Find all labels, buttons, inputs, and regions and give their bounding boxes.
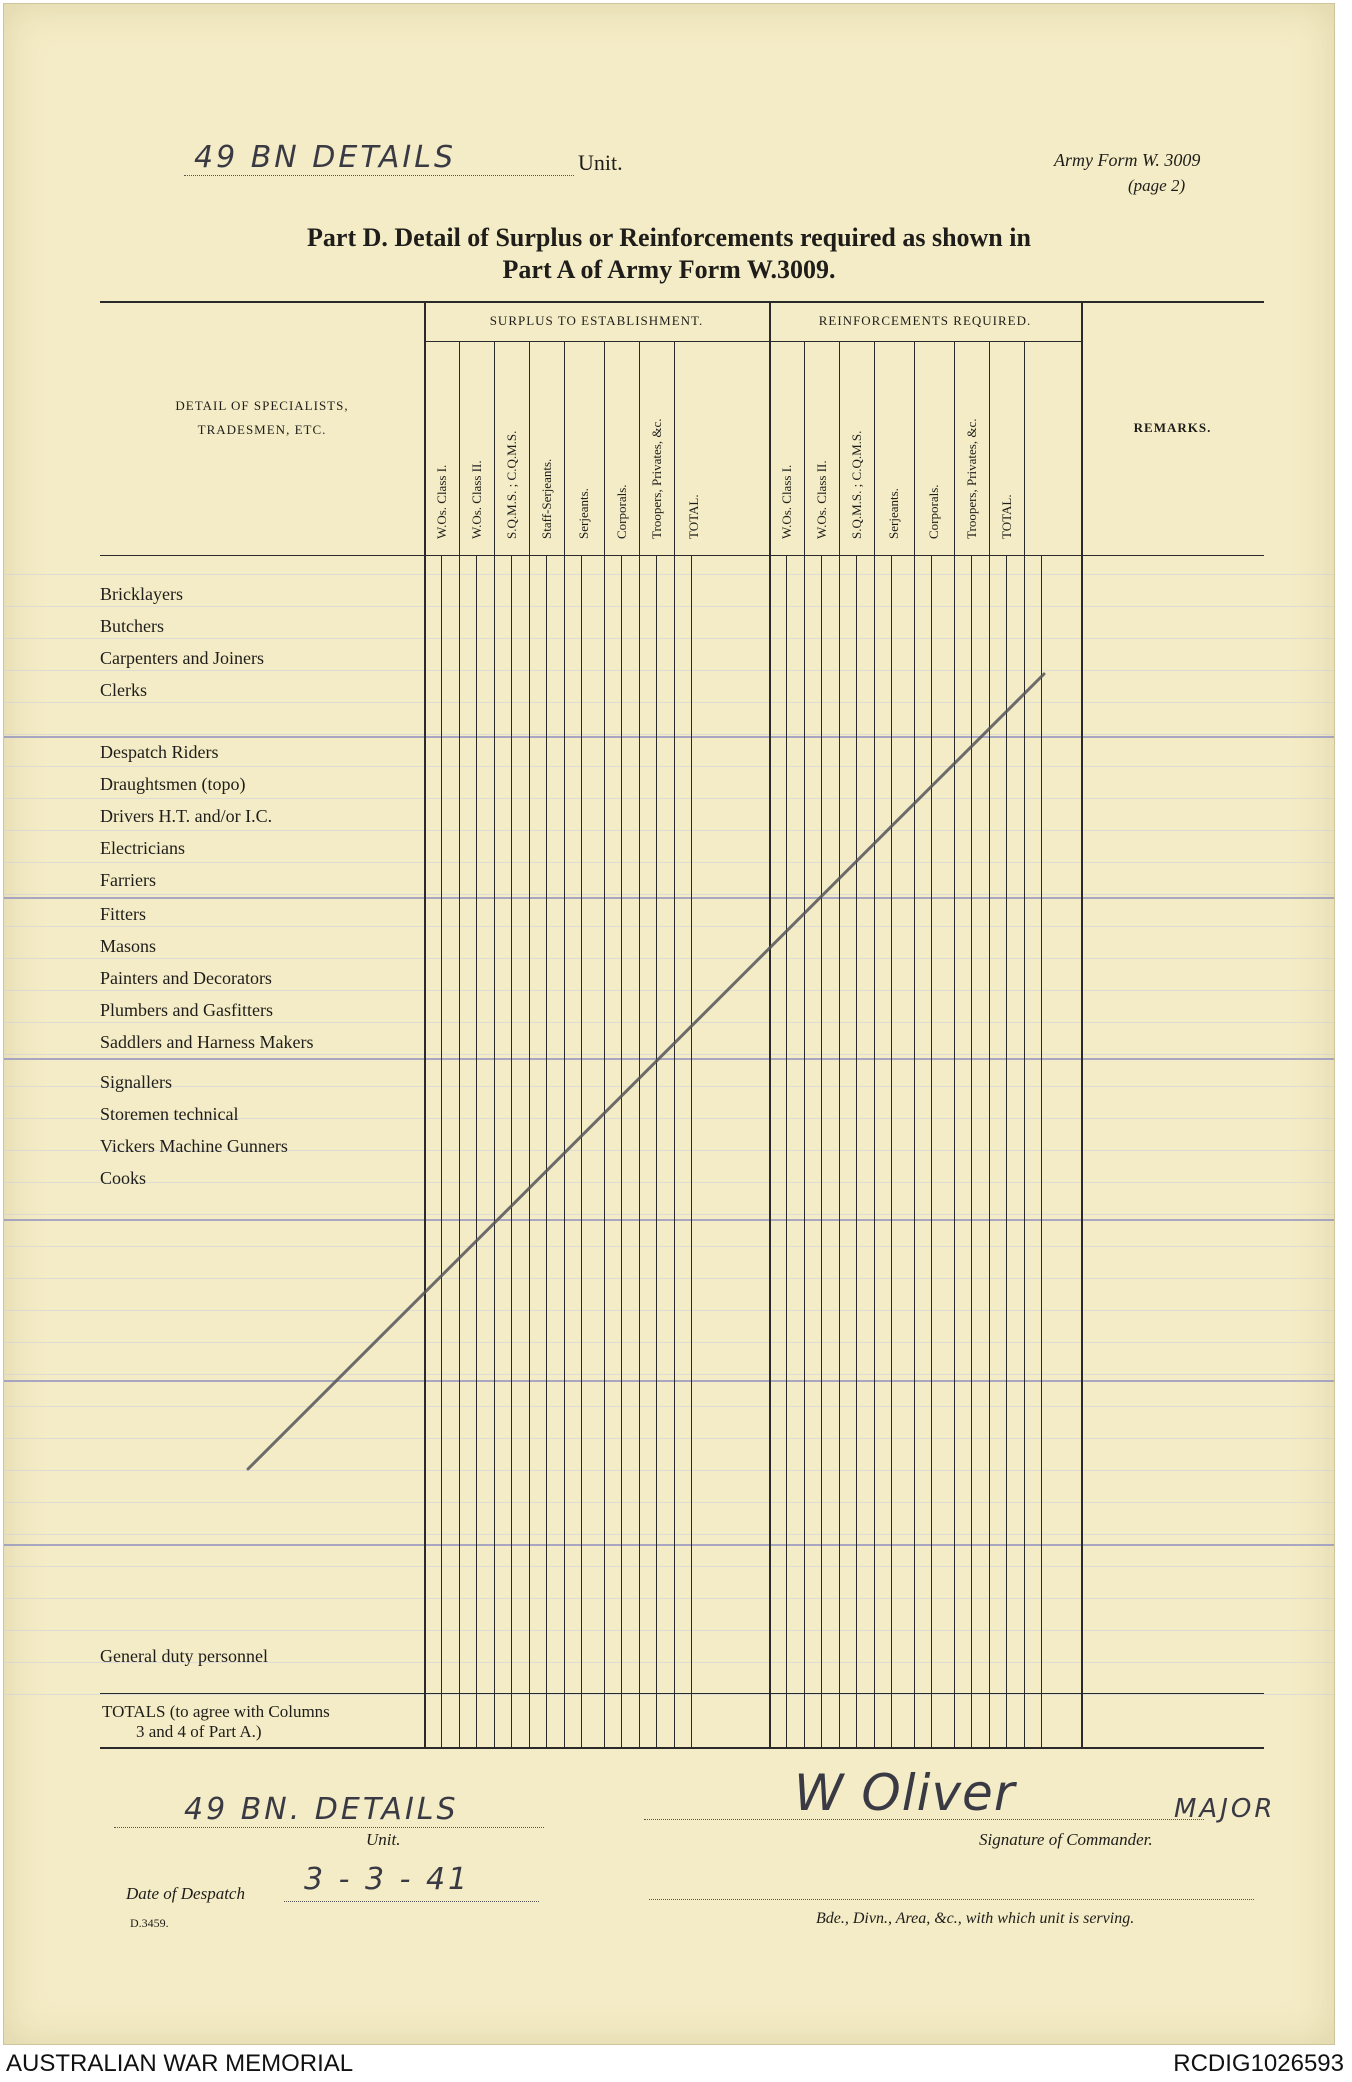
row-label: Farriers <box>100 870 156 890</box>
column-header: Serjeants. <box>576 488 591 539</box>
row-label: Plumbers and Gasfitters <box>100 1000 273 1020</box>
row-label: Bricklayers <box>100 584 183 604</box>
row-label: Saddlers and Harness Makers <box>100 1032 314 1052</box>
form-sheet <box>3 3 1335 2045</box>
form-page: (page 2) <box>1128 176 1186 195</box>
column-header: Troopers, Privates, &c. <box>963 418 979 539</box>
totals-line-2: 3 and 4 of Part A.) <box>136 1722 262 1741</box>
column-header: TOTAL. <box>998 494 1014 539</box>
row-label: Butchers <box>100 616 164 636</box>
totals-line-1: TOTALS (to agree with Columns <box>102 1702 330 1721</box>
title-line-2: Part A of Army Form W.3009. <box>502 255 836 284</box>
bde-line <box>649 1898 1254 1900</box>
reinforcements-header: REINFORCEMENTS REQUIRED. <box>818 313 1032 328</box>
row-label: Masons <box>100 936 157 956</box>
row-label: Storemen technical <box>100 1104 239 1124</box>
row-label: Cooks <box>100 1168 147 1188</box>
archive-footer <box>0 2046 1352 2082</box>
bde-label: Bde., Divn., Area, &c., with which unit is serving. <box>816 1910 1135 1927</box>
row-label: Drivers H.T. and/or I.C. <box>100 806 273 826</box>
column-header: S.Q.M.S. ; C.Q.M.S. <box>848 430 864 539</box>
row-label: Vickers Machine Gunners <box>100 1136 288 1156</box>
form-name: Army Form W. 3009 <box>1054 150 1201 170</box>
form-code: D.3459. <box>130 1916 169 1930</box>
row-label: Electricians <box>100 838 185 858</box>
signature-line <box>644 1818 1204 1820</box>
column-header: W.Os. Class I. <box>433 464 449 539</box>
row-label: Carpenters and Joiners <box>100 648 264 668</box>
pencil-strike-line <box>4 4 1334 2044</box>
column-header: W.Os. Class II. <box>813 460 829 539</box>
row-label: Clerks <box>100 680 147 700</box>
row-label: Despatch Riders <box>100 742 219 762</box>
date-handwritten: 3 - 3 - 41 <box>304 1862 471 1897</box>
row-label: Painters and Decorators <box>100 968 272 988</box>
unit-label: Unit. <box>578 150 623 175</box>
footer-unit-label: Unit. <box>366 1830 401 1849</box>
column-header: W.Os. Class II. <box>468 460 484 539</box>
detail-header-line-1: DETAIL OF SPECIALISTS, <box>175 398 349 413</box>
column-header: W.Os. Class I. <box>778 464 794 539</box>
row-label: Signallers <box>100 1072 172 1092</box>
unit-handwritten: 49 BN DETAILS <box>194 140 457 175</box>
rank-handwritten: MAJOR <box>1174 1794 1276 1824</box>
signature-label: Signature of Commander. <box>979 1830 1153 1849</box>
row-label: Draughtsmen (topo) <box>100 774 246 794</box>
column-header: Serjeants. <box>886 488 901 539</box>
title-line-1: Part D. Detail of Surplus or Reinforcements required as shown in <box>307 223 1031 252</box>
column-header: Corporals. <box>926 484 941 539</box>
column-header: Staff-Serjeants. <box>538 458 554 539</box>
general-duty-label: General duty personnel <box>100 1646 268 1666</box>
column-header: Troopers, Privates, &c. <box>648 418 664 539</box>
surplus-header: SURPLUS TO ESTABLISHMENT. <box>489 313 704 328</box>
footer-unit-handwritten: 49 BN. DETAILS <box>184 1792 459 1827</box>
date-label: Date of Despatch <box>126 1884 245 1903</box>
detail-header-line-2: TRADESMEN, ETC. <box>197 422 327 437</box>
date-line <box>284 1900 539 1902</box>
column-header: TOTAL. <box>686 494 701 539</box>
column-header: Corporals. <box>613 484 629 539</box>
row-label: Fitters <box>100 904 147 924</box>
footer-unit-line <box>114 1826 544 1828</box>
archive-name: AUSTRALIAN WAR MEMORIAL <box>6 2050 354 2077</box>
archive-id: RCDIG1026593 <box>1173 2050 1344 2077</box>
remarks-header: REMARKS. <box>1133 420 1212 435</box>
commander-signature: W Oliver <box>794 1764 1016 1822</box>
column-header: S.Q.M.S. ; C.Q.M.S. <box>503 430 519 539</box>
